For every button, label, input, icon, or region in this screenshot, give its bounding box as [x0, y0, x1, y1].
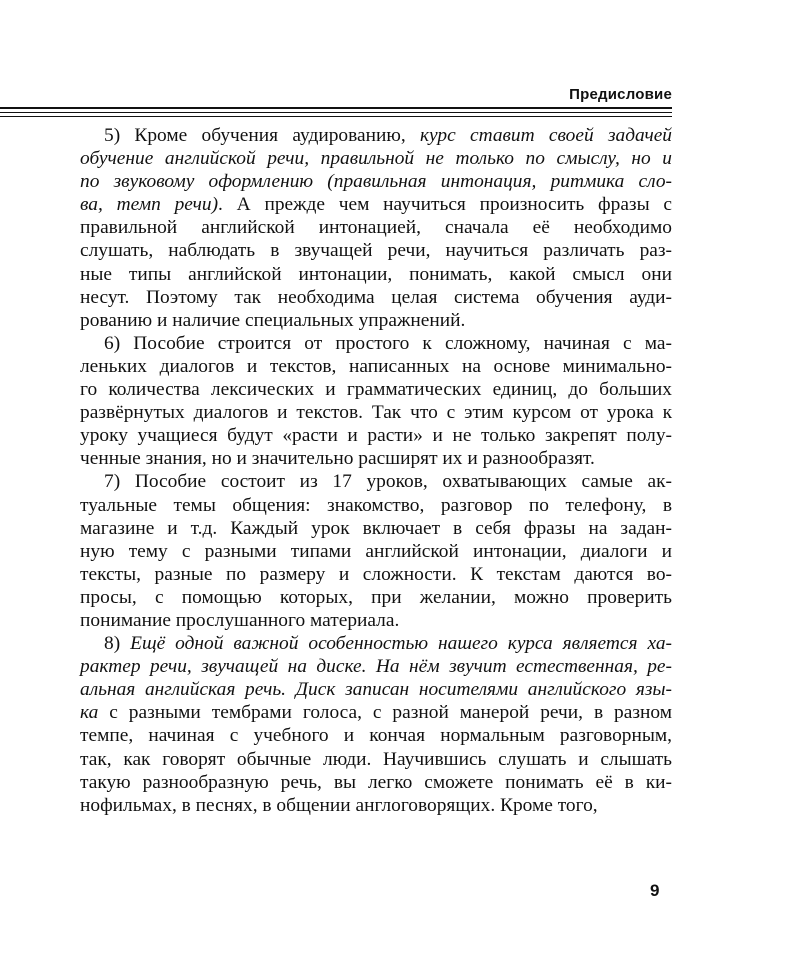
text-line: такую разнообразную речь, вы легко сможете понимать её в ки-	[80, 771, 672, 793]
text-line: магазине и т.д. Каждый урок включает в себя фразы на задан-	[80, 517, 672, 539]
running-head: Предисловие	[569, 86, 672, 103]
text-line: правильной английской интонацией, сначала её необходимо	[80, 217, 672, 239]
paragraph	[80, 332, 672, 471]
paragraph	[80, 470, 672, 632]
emphasis: обучение английской речи, правильной не только по смыслу, но и	[80, 148, 672, 170]
text-line: 6) Пособие строится от простого к сложному, начиная с ма-	[104, 332, 672, 354]
text-line: леньких диалогов и текстов, написанных на основе минимально-	[80, 355, 672, 377]
emphasis: альная английская речь. Диск записан носителями английского язы-	[80, 679, 672, 701]
emphasis: ка	[80, 702, 99, 724]
text-line: темпе, начиная с учебного и кончая нормальным разговорным,	[80, 725, 672, 747]
page-number: 9	[650, 881, 660, 900]
text-line: ка с разными тембрами голоса, с разной манерой речи, в разном	[80, 702, 672, 724]
text-line: так, как говорят обычные люди. Научившись слушать и слышать	[80, 748, 672, 770]
paragraph	[80, 124, 672, 332]
text-line	[80, 170, 672, 193]
emphasis: ва, темп речи)	[80, 194, 219, 216]
text-line: несут. Поэтому так необходима целая система обучения ауди-	[80, 286, 672, 308]
text-line: 8) Ещё одной важной особенностью нашего курса является ха-	[104, 633, 672, 655]
body-text	[80, 124, 672, 817]
emphasis: Ещё одной важной особенностью нашего курса является ха-	[130, 633, 672, 655]
text-line: ные типы английской интонации, понимать, какой смысл они	[80, 263, 672, 285]
text-line: ченные знания, но и значительно расширят их и разнообразят.	[80, 448, 595, 470]
text-line: рованию и наличие специальных упражнений.	[80, 309, 466, 331]
text-line: уроку учащиеся будут «расти и расти» и не только закрепят полу-	[80, 425, 672, 447]
header-rule	[0, 116, 672, 117]
text-line	[80, 147, 672, 170]
text-line: ва, темп речи). А прежде чем научиться произносить фразы с	[80, 194, 672, 216]
text-line	[80, 655, 672, 678]
text-line: го количества лексических и грамматических единиц, до больших	[80, 379, 672, 401]
text-line: тексты, разные по размеру и сложности. К текстам даются во-	[80, 563, 672, 585]
text-line: просы, с помощью которых, при желании, можно проверить	[80, 586, 672, 608]
emphasis: по звуковому оформлению (правильная интонация, ритмика сло-	[80, 171, 672, 193]
text-line: 7) Пособие состоит из 17 уроков, охватывающих самые ак-	[104, 471, 672, 493]
text-line: развёрнутых диалогов и текстов. Так что с этим курсом от урока к	[80, 402, 672, 424]
emphasis: курс ставит своей задачей	[419, 125, 673, 146]
text-line: понимание прослушанного материала.	[80, 609, 400, 631]
text-line: слушать, наблюдать в звучащей речи, научиться различать раз-	[80, 240, 672, 262]
text-line: ную тему с разными типами английской интонации, диалоги и	[80, 540, 672, 562]
header-rule	[0, 112, 672, 113]
header-rule	[0, 107, 672, 109]
text-line	[80, 678, 672, 701]
paragraph	[80, 632, 672, 817]
text-line: туальные темы общения: знакомство, разговор по телефону, в	[80, 494, 672, 516]
text-line: 5) Кроме обучения аудированию, курс ставит своей задачей	[104, 125, 673, 146]
emphasis: рактер речи, звучащей на диске. На нём звучит естественная, ре-	[80, 656, 672, 678]
text-line: нофильмах, в песнях, в общении англоговорящих. Кроме того,	[80, 794, 598, 816]
